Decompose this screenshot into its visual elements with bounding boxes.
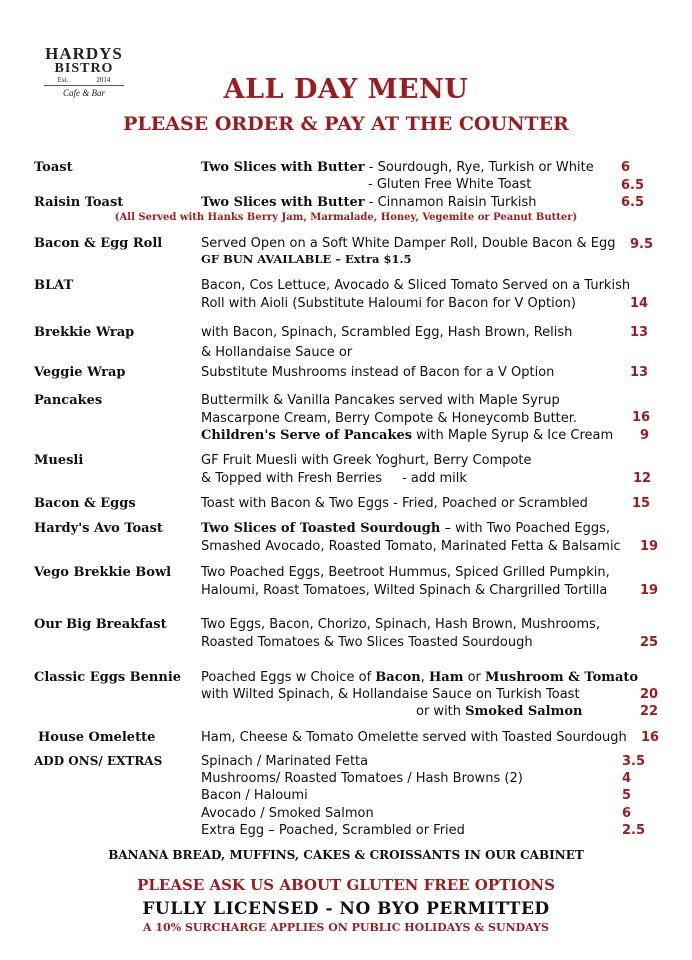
item-desc-blat-1: Bacon, Cos Lettuce, Avocado & Sliced Tomato Served on a Turkish [201,278,631,293]
item-name-muesli: Muesli [34,453,84,468]
item-name-brekkie-wrap: Brekkie Wrap [34,325,135,340]
licensed-note: FULLY LICENSED - NO BYO PERMITTED [142,899,550,919]
item-desc-bacon-eggs: Toast with Bacon & Two Eggs - Fried, Poached or Scrambled [201,496,588,511]
item-name-toast: Toast [34,160,73,175]
cabinet-note: BANANA BREAD, MUFFINS, CAKES & CROISSANTS IN OUR CABINET [108,848,584,862]
item-desc-vego-bowl-1: Two Poached Eggs, Beetroot Hummus, Spiced Grilled Pumpkin, [201,565,610,580]
item-desc-eggs-bennie-2: with Wilted Spinach, & Hollandaise Sauce on Turkish Toast [201,687,580,702]
item-name-big-breakfast: Our Big Breakfast [34,617,167,632]
gf-bun-note: GF BUN AVAILABLE – Extra $1.5 [201,252,412,266]
addon-price: 4 [622,771,632,786]
item-desc-pancakes-2: Mascarpone Cream, Berry Compote & Honeycomb Butter. [201,411,578,426]
item-desc-veggie-wrap: Substitute Mushrooms instead of Bacon for a V Option [201,365,555,380]
logo-est: Est. [57,76,69,84]
price-toast: 6 [621,160,631,175]
addon-price: 2.5 [622,823,646,838]
menu-subtitle: PLEASE ORDER & PAY AT THE COUNTER [123,113,569,135]
item-desc-muesli-1: GF Fruit Muesli with Greek Yoghurt, Berry Compote [201,453,532,468]
addon-price: 5 [622,788,632,803]
item-name-veggie-wrap: Veggie Wrap [34,365,126,380]
item-desc-vego-bowl-2: Haloumi, Roast Tomatoes, Wilted Spinach & Chargrilled Tortilla [201,583,608,598]
item-desc-pancakes-child: Children's Serve of Pancakes with Maple Syrup & Ice Cream [201,428,614,443]
item-name-eggs-bennie: Classic Eggs Bennie [34,670,182,685]
logo-tagline: Cafe & Bar [63,88,105,98]
menu-title: ALL DAY MENU [223,74,469,105]
addon-label: Avocado / Smoked Salmon [201,806,374,821]
addon-price: 6 [622,806,632,821]
item-name-blat: BLAT [34,278,74,293]
spreads-note: (All Served with Hanks Berry Jam, Marmalade, Honey, Vegemite or Peanut Butter) [114,212,578,223]
item-desc-eggs-bennie-3: or with Smoked Salmon [416,704,583,719]
price-pancakes-child: 9 [640,428,650,443]
item-desc-eggs-bennie-1: Poached Eggs w Choice of Bacon, Ham or Mushroom & Tomato [201,670,639,685]
addon-label: Mushrooms/ Roasted Tomatoes / Hash Browns (2) [201,771,523,786]
price-brekkie-wrap: 13 [630,325,649,340]
item-desc-muesli-2: & Topped with Fresh Berries - add milk [201,471,467,486]
item-desc-blat-2: Roll with Aioli (Substitute Haloumi for Bacon for V Option) [201,296,576,311]
price-blat: 14 [630,296,649,311]
item-desc-raisin-toast: Two Slices with Butter - Cinnamon Raisin Turkish [201,195,537,210]
surcharge-note: A 10% SURCHARGE APPLIES ON PUBLIC HOLIDAYS & SUNDAYS [143,921,549,934]
logo-line1: HARDYS [45,44,123,63]
item-name-avo-toast: Hardy's Avo Toast [34,521,163,536]
addon-label: Extra Egg – Poached, Scrambled or Fried [201,823,465,838]
logo-year: 2014 [96,76,111,84]
addons-heading: ADD ONS/ EXTRAS [34,754,163,768]
price-eggs-bennie-salmon: 22 [640,704,659,719]
logo-line2: BISTRO [54,61,114,76]
price-muesli: 12 [633,471,652,486]
item-name-raisin-toast: Raisin Toast [34,195,124,210]
price-pancakes: 16 [632,410,651,425]
item-desc-avo-toast-2: Smashed Avocado, Roasted Tomato, Marinated Fetta & Balsamic [201,539,621,554]
price-bacon-egg-roll: 9.5 [630,237,654,252]
price-omelette: 16 [641,730,660,745]
price-eggs-bennie: 20 [640,687,659,702]
item-name-bacon-egg-roll: Bacon & Egg Roll [34,236,163,251]
item-desc-toast-gf: - Gluten Free White Toast [368,177,532,192]
addon-price: 3.5 [622,754,646,769]
price-vego-bowl: 19 [640,583,659,598]
price-bacon-eggs: 15 [632,496,651,511]
gluten-free-note: PLEASE ASK US ABOUT GLUTEN FREE OPTIONS [137,876,555,894]
item-desc-big-breakfast-2: Roasted Tomatoes & Two Slices Toasted Sourdough [201,635,533,650]
item-desc-omelette: Ham, Cheese & Tomato Omelette served with Toasted Sourdough [201,730,627,745]
item-desc-brekkie-wrap-1: with Bacon, Spinach, Scrambled Egg, Hash Brown, Relish [201,325,573,340]
item-desc-brekkie-wrap-2: & Hollandaise Sauce or [201,345,353,360]
item-name-bacon-eggs: Bacon & Eggs [34,496,136,511]
addon-label: Spinach / Marinated Fetta [201,754,369,769]
item-desc-bacon-egg-roll: Served Open on a Soft White Damper Roll, Double Bacon & Egg [201,236,616,251]
item-desc-avo-toast-1: Two Slices of Toasted Sourdough – with Two Poached Eggs, [201,521,611,536]
price-avo-toast: 19 [640,539,659,554]
item-name-pancakes: Pancakes [34,393,103,408]
item-desc-toast: Two Slices with Butter - Sourdough, Rye, Turkish or White [201,160,594,175]
price-veggie-wrap: 13 [630,365,649,380]
item-name-omelette: House Omelette [38,730,156,745]
item-name-vego-bowl: Vego Brekkie Bowl [34,565,172,580]
item-desc-big-breakfast-1: Two Eggs, Bacon, Chorizo, Spinach, Hash Brown, Mushrooms, [201,617,600,632]
price-toast-gf: 6.5 [621,178,645,193]
item-desc-pancakes-1: Buttermilk & Vanilla Pancakes served with Maple Syrup [201,393,560,408]
price-big-breakfast: 25 [640,635,659,650]
addon-label: Bacon / Haloumi [201,788,308,803]
price-raisin-toast: 6.5 [621,195,645,210]
